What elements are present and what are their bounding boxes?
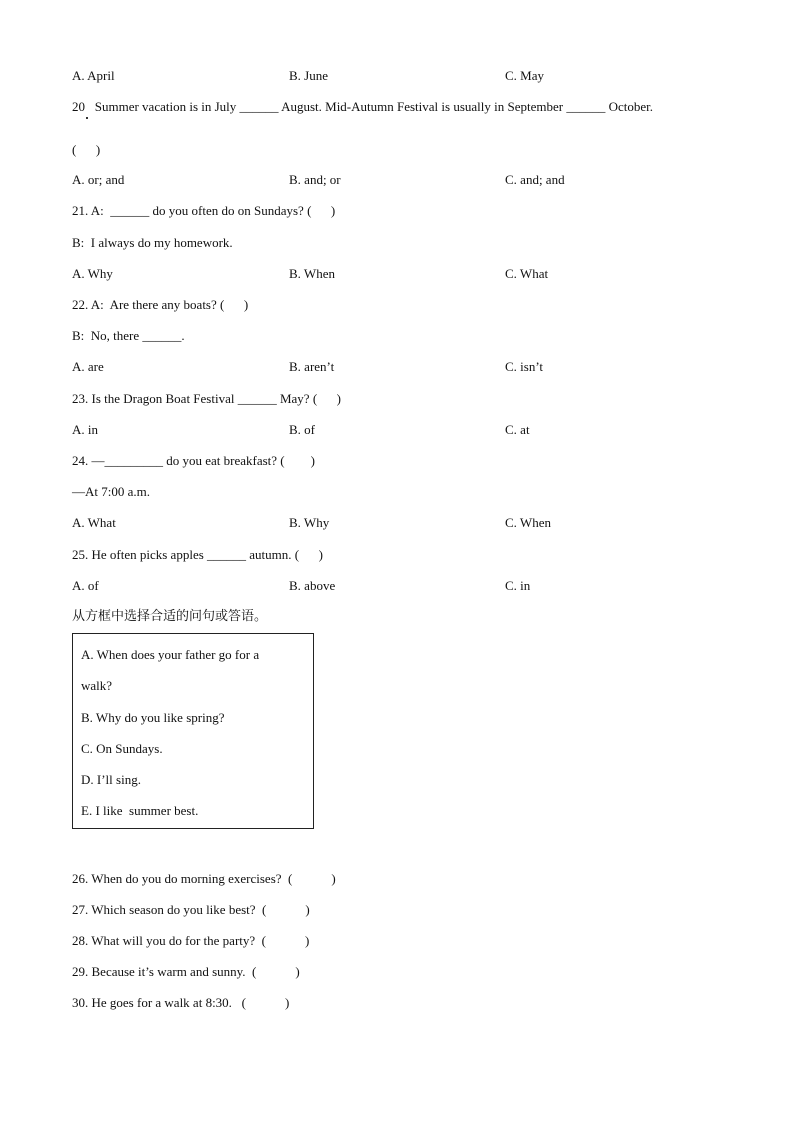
box-line: D. I’ll sing. <box>81 772 141 787</box>
option-b: B. June <box>289 68 328 83</box>
q25-stem: 25. He often picks apples ______ autumn. ( ) <box>72 547 323 562</box>
box-line: C. On Sundays. <box>81 741 163 756</box>
option-a: A. Why <box>72 266 113 281</box>
question-27: 27. Which season do you like best? ( ) <box>72 902 310 917</box>
question-28: 28. What will you do for the party? ( ) <box>72 933 310 948</box>
q19-options <box>72 68 732 84</box>
option-b: B. of <box>289 422 315 437</box>
q22-reply: B: No, there ______. <box>72 328 185 343</box>
option-a: A. What <box>72 515 116 530</box>
option-c: C. isn’t <box>505 359 544 374</box>
q20-options <box>72 172 732 188</box>
box-line: walk? <box>81 678 113 693</box>
option-a: A. or; and <box>72 172 125 187</box>
q20-paren: ( ) <box>72 142 101 157</box>
option-b: B. and; or <box>289 172 341 187</box>
option-c: C. at <box>505 422 530 437</box>
q24-reply: —At 7:00 a.m. <box>72 484 150 499</box>
option-a: A. of <box>72 578 99 593</box>
question-26: 26. When do you do morning exercises? ( ) <box>72 871 336 886</box>
q23-stem: 23. Is the Dragon Boat Festival ______ May? ( ) <box>72 391 341 406</box>
option-b: B. aren’t <box>289 359 335 374</box>
q22-options <box>72 359 732 375</box>
option-a: A. are <box>72 359 104 374</box>
question-30: 30. He goes for a walk at 8:30. ( ) <box>72 995 290 1010</box>
option-c: C. and; and <box>505 172 565 187</box>
option-b: B. Why <box>289 515 330 530</box>
stray-dot <box>86 117 88 119</box>
option-c: C. May <box>505 68 544 83</box>
box-line: A. When does your father go for a <box>81 647 260 662</box>
q22-stem: 22. A: Are there any boats? ( ) <box>72 297 249 312</box>
q21-stem: 21. A: ______ do you often do on Sundays? ( ) <box>72 203 336 218</box>
box-line: B. Why do you like spring? <box>81 710 225 725</box>
option-c: C. What <box>505 266 549 281</box>
q24-stem: 24. —_________ do you eat breakfast? ( ) <box>72 453 315 468</box>
q23-options <box>72 422 732 438</box>
q25-options <box>72 578 732 594</box>
question-29: 29. Because it’s warm and sunny. ( ) <box>72 964 300 979</box>
option-c: C. When <box>505 515 551 530</box>
q21-options <box>72 266 732 282</box>
option-a: A. April <box>72 68 115 83</box>
option-a: A. in <box>72 422 98 437</box>
option-b: B. When <box>289 266 335 281</box>
q21-reply: B: I always do my homework. <box>72 235 233 250</box>
option-c: C. in <box>505 578 531 593</box>
box-line: E. I like summer best. <box>81 803 199 818</box>
option-b: B. above <box>289 578 336 593</box>
q24-options <box>72 515 732 531</box>
section-instruction: 从方框中选择合适的问句或答语。 <box>72 609 268 624</box>
answer-box <box>72 633 314 829</box>
q20-stem: 20 Summer vacation is in July ______ August. Mid-Autumn Festival is usually in September ______ October. <box>72 99 653 114</box>
